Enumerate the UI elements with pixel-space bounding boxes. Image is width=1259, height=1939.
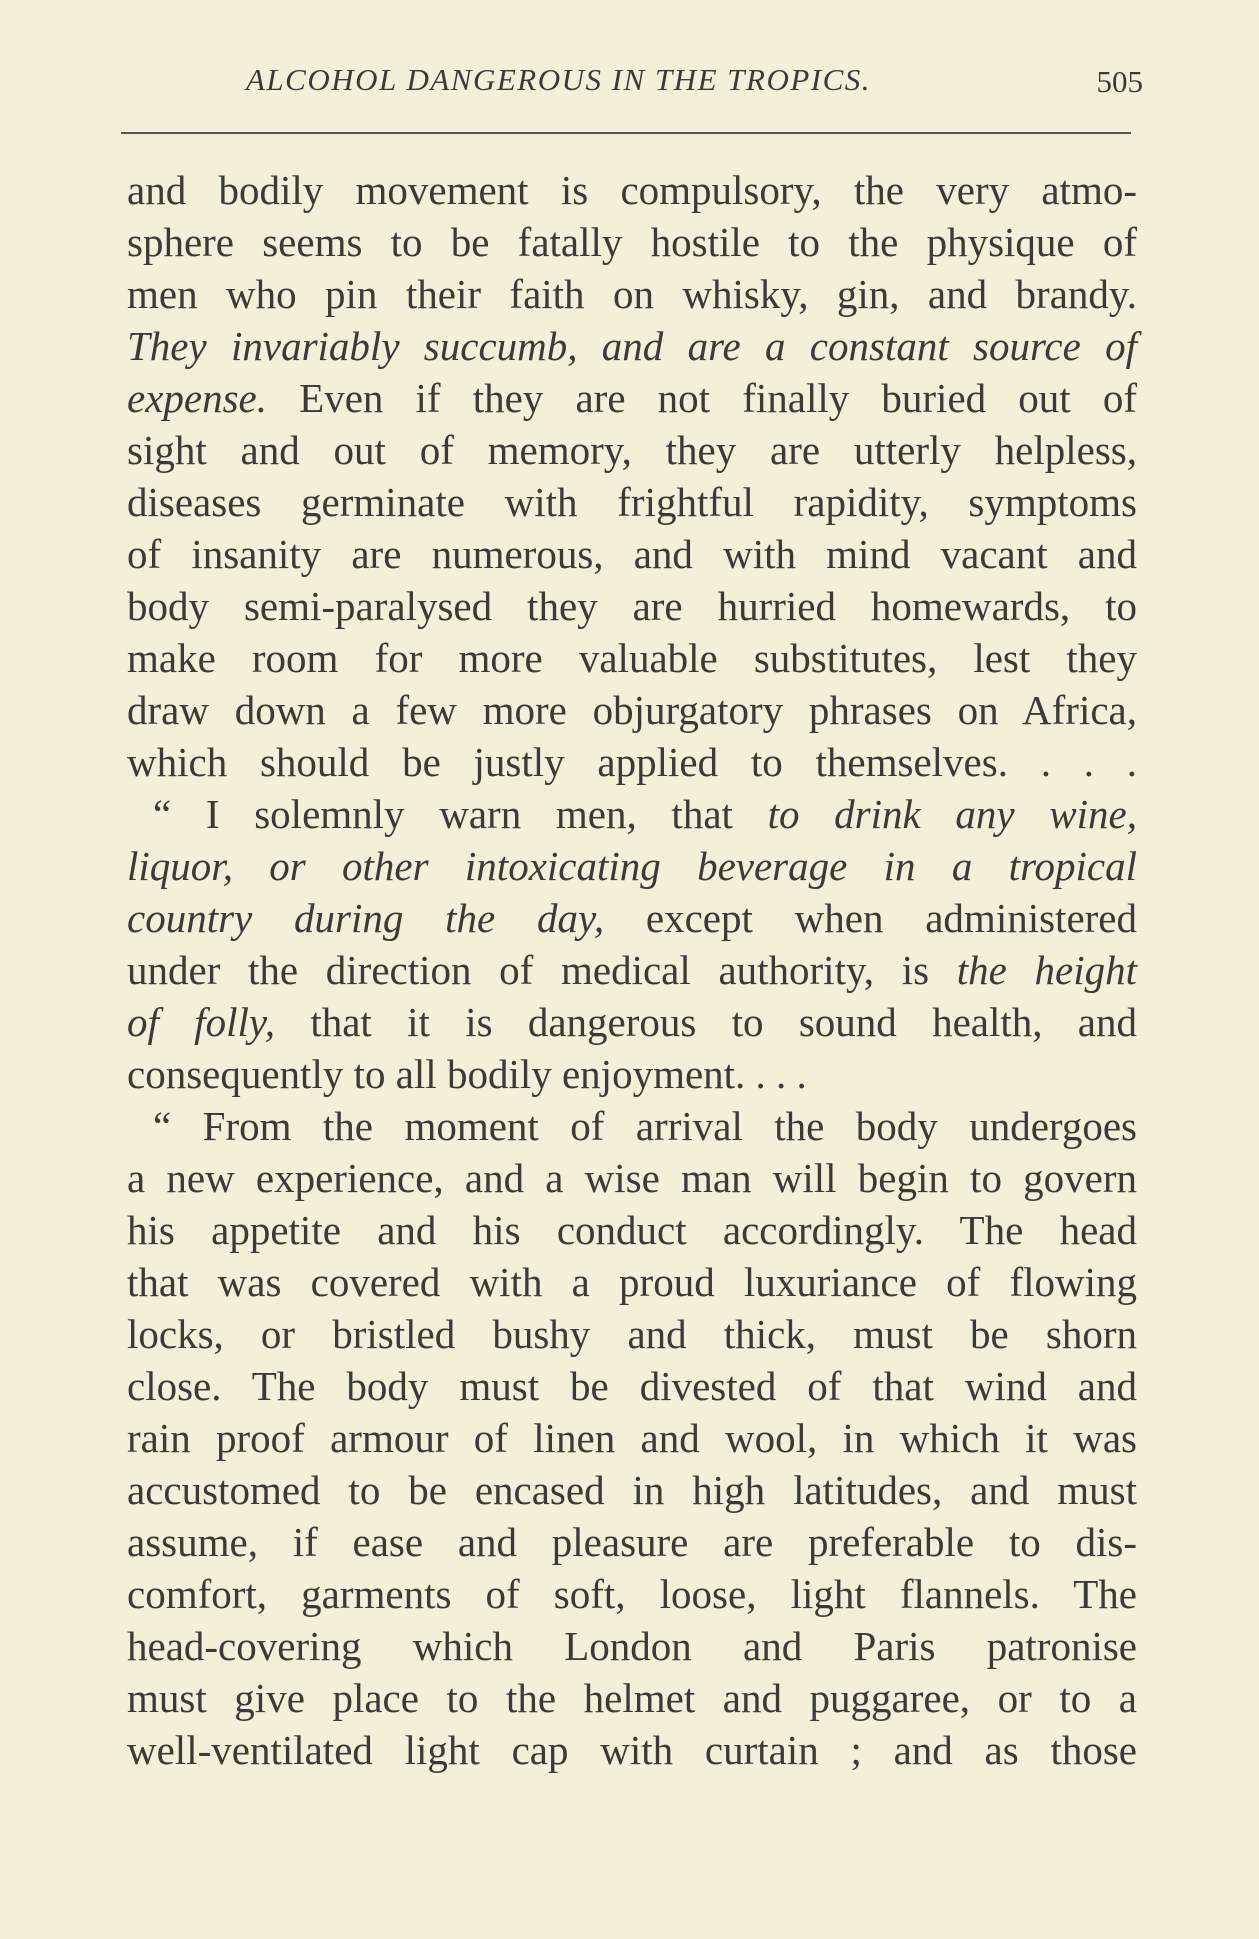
text-segment: a new experience, and a wise man will begin to govern bbox=[127, 1155, 1137, 1201]
text-line bbox=[127, 736, 1137, 788]
italic-text: country during the day, bbox=[127, 895, 605, 941]
text-line bbox=[127, 1048, 1137, 1100]
text-segment: locks, or bristled bushy and thick, must be shorn bbox=[127, 1311, 1137, 1357]
text-line bbox=[127, 944, 1137, 996]
text-segment: “ From the moment of arrival the body undergoes bbox=[153, 1103, 1137, 1149]
text-line bbox=[127, 424, 1137, 476]
text-segment: accustomed to be encased in high latitudes, and must bbox=[127, 1467, 1137, 1513]
text-line bbox=[127, 1620, 1137, 1672]
text-segment: sphere seems to be fatally hostile to the physique of bbox=[127, 219, 1137, 265]
text-line bbox=[127, 1204, 1137, 1256]
text-line bbox=[127, 892, 1137, 944]
text-line bbox=[127, 216, 1137, 268]
text-segment: “ I solemnly warn men, that bbox=[153, 791, 768, 837]
text-line bbox=[127, 268, 1137, 320]
text-line bbox=[127, 1100, 1137, 1152]
text-line bbox=[127, 1464, 1137, 1516]
italic-text: They invariably succumb, and are a constant source of bbox=[127, 323, 1137, 369]
body-text bbox=[127, 164, 1137, 1776]
text-segment: sight and out of memory, they are utterly helpless, bbox=[127, 427, 1137, 473]
page-header bbox=[121, 62, 1143, 112]
text-segment: head-covering which London and Paris patronise bbox=[127, 1623, 1137, 1669]
text-segment: comfort, garments of soft, loose, light flannels. The bbox=[127, 1571, 1137, 1617]
text-line bbox=[127, 632, 1137, 684]
italic-text: expense. bbox=[127, 375, 267, 421]
text-line bbox=[127, 1412, 1137, 1464]
text-line bbox=[127, 580, 1137, 632]
text-segment: rain proof armour of linen and wool, in which it was bbox=[127, 1415, 1137, 1461]
text-line bbox=[127, 840, 1137, 892]
text-segment: of insanity are numerous, and with mind vacant and bbox=[127, 531, 1137, 577]
text-segment: consequently to all bodily enjoyment. . . . bbox=[127, 1051, 807, 1097]
text-segment: and bodily movement is compulsory, the very atmo- bbox=[127, 167, 1137, 213]
text-line bbox=[127, 1256, 1137, 1308]
text-line bbox=[127, 372, 1137, 424]
text-line bbox=[127, 1672, 1137, 1724]
text-segment: that was covered with a proud luxuriance of flowing bbox=[127, 1259, 1137, 1305]
text-line bbox=[127, 1568, 1137, 1620]
text-line bbox=[127, 1516, 1137, 1568]
text-segment: men who pin their faith on whisky, gin, and brandy. bbox=[127, 271, 1137, 317]
text-line bbox=[127, 1308, 1137, 1360]
text-segment: under the direction of medical authority, is bbox=[127, 947, 957, 993]
text-line bbox=[127, 320, 1137, 372]
text-line bbox=[127, 1724, 1137, 1776]
text-line bbox=[127, 476, 1137, 528]
italic-text: of folly, bbox=[127, 999, 276, 1045]
text-segment: must give place to the helmet and puggaree, or to a bbox=[127, 1675, 1137, 1721]
text-line bbox=[127, 164, 1137, 216]
text-segment: that it is dangerous to sound health, and bbox=[275, 999, 1137, 1045]
text-line bbox=[127, 1152, 1137, 1204]
text-segment: well-ventilated light cap with curtain ; and as those bbox=[127, 1727, 1137, 1773]
text-segment: make room for more valuable substitutes, lest they bbox=[127, 635, 1137, 681]
text-segment: draw down a few more objurgatory phrases on Africa, bbox=[127, 687, 1137, 733]
running-title: ALCOHOL DANGEROUS IN THE TROPICS. bbox=[246, 62, 872, 97]
text-segment: Even if they are not finally buried out of bbox=[267, 375, 1137, 421]
text-segment: diseases germinate with frightful rapidity, symptoms bbox=[127, 479, 1137, 525]
text-segment: except when administered bbox=[604, 895, 1137, 941]
text-line bbox=[127, 684, 1137, 736]
italic-text: to drink any wine, bbox=[767, 791, 1137, 837]
text-segment: assume, if ease and pleasure are preferable to dis- bbox=[127, 1519, 1137, 1565]
text-line bbox=[127, 1360, 1137, 1412]
text-segment: body semi-paralysed they are hurried homewards, to bbox=[127, 583, 1137, 629]
text-line bbox=[127, 996, 1137, 1048]
text-segment: which should be justly applied to themselves. . . . bbox=[127, 739, 1137, 785]
text-line bbox=[127, 528, 1137, 580]
page-number: 505 bbox=[1096, 64, 1143, 99]
text-line bbox=[127, 788, 1137, 840]
text-segment: his appetite and his conduct accordingly. The head bbox=[127, 1207, 1137, 1253]
italic-text: liquor, or other intoxicating beverage in a tropical bbox=[127, 843, 1137, 889]
text-segment: close. The body must be divested of that wind and bbox=[127, 1363, 1137, 1409]
header-rule bbox=[121, 132, 1131, 134]
italic-text: the height bbox=[956, 947, 1137, 993]
